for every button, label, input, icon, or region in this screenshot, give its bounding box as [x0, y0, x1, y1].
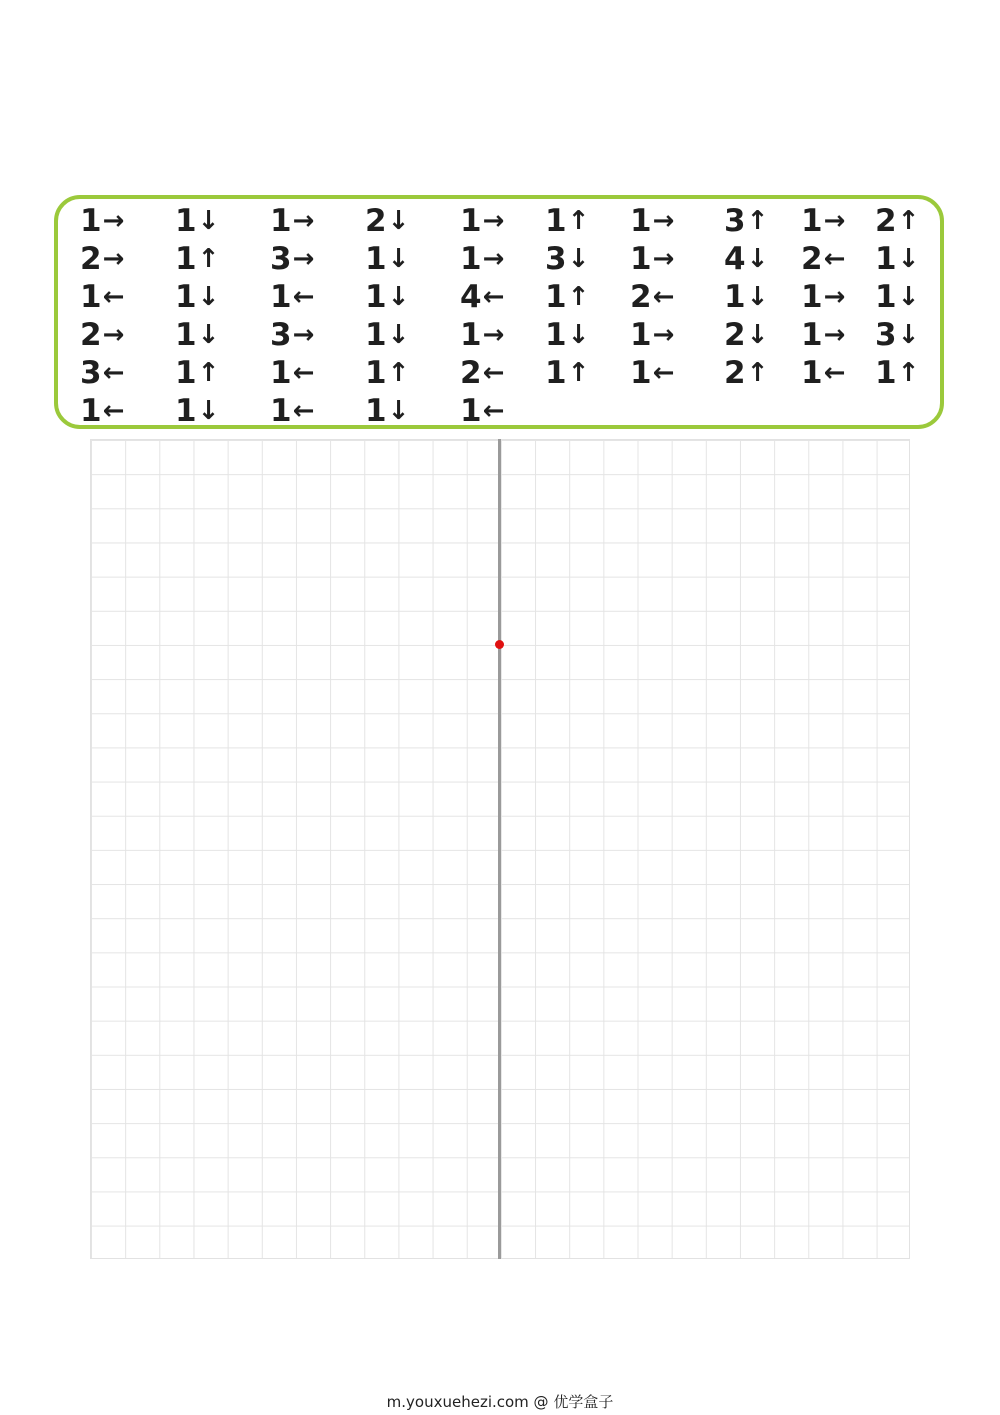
direction-arrow-icon: ↓ — [387, 205, 410, 236]
direction-arrow-icon: ↑ — [897, 357, 920, 388]
direction-arrow-icon: → — [482, 319, 505, 350]
step-count: 1 — [875, 278, 897, 315]
instruction-step — [270, 315, 350, 353]
direction-arrow-icon: ← — [102, 281, 125, 312]
instruction-step — [545, 201, 625, 239]
instruction-step — [875, 353, 955, 391]
step-count: 1 — [545, 354, 567, 391]
direction-arrow-icon: ← — [102, 395, 125, 426]
direction-arrow-icon: ↑ — [387, 357, 410, 388]
instruction-step — [365, 277, 445, 315]
instruction-step — [270, 201, 350, 239]
step-count: 2 — [875, 202, 897, 239]
step-count: 2 — [80, 316, 102, 353]
instruction-step — [630, 353, 710, 391]
instruction-step — [80, 277, 160, 315]
direction-arrow-icon: ↓ — [897, 281, 920, 312]
step-count: 1 — [875, 354, 897, 391]
instruction-step — [80, 239, 160, 277]
direction-arrow-icon: ← — [652, 357, 675, 388]
step-count: 2 — [460, 354, 482, 391]
direction-arrow-icon: ↓ — [197, 281, 220, 312]
direction-arrow-icon: ← — [102, 357, 125, 388]
instruction-step — [724, 315, 804, 353]
step-count: 4 — [724, 240, 746, 277]
instruction-step — [545, 353, 625, 391]
direction-arrow-icon: ↓ — [387, 319, 410, 350]
step-count: 3 — [270, 240, 292, 277]
step-count: 1 — [270, 202, 292, 239]
step-count: 1 — [630, 202, 652, 239]
instruction-step — [545, 277, 625, 315]
direction-arrow-icon: ↓ — [197, 319, 220, 350]
step-count: 1 — [270, 392, 292, 429]
step-count: 1 — [545, 316, 567, 353]
step-count: 1 — [175, 202, 197, 239]
step-count: 4 — [460, 278, 482, 315]
instruction-step — [365, 239, 445, 277]
step-count: 1 — [80, 278, 102, 315]
instruction-step — [801, 239, 881, 277]
direction-arrow-icon: → — [102, 319, 125, 350]
instruction-step — [460, 391, 540, 429]
direction-arrow-icon: → — [823, 319, 846, 350]
step-count: 1 — [875, 240, 897, 277]
instruction-step — [875, 277, 955, 315]
step-count: 1 — [365, 278, 387, 315]
instruction-step — [80, 391, 160, 429]
instruction-step — [175, 315, 255, 353]
instruction-step — [175, 201, 255, 239]
step-count: 1 — [630, 354, 652, 391]
instruction-step — [460, 315, 540, 353]
step-count: 3 — [724, 202, 746, 239]
instruction-step — [875, 201, 955, 239]
instruction-step — [175, 239, 255, 277]
step-count: 1 — [801, 316, 823, 353]
instruction-step — [80, 315, 160, 353]
step-count: 1 — [175, 354, 197, 391]
step-count: 1 — [545, 278, 567, 315]
direction-arrow-icon: → — [292, 319, 315, 350]
instruction-step — [365, 391, 445, 429]
direction-arrow-icon: ↑ — [897, 205, 920, 236]
instructions-box — [54, 195, 944, 429]
instruction-step — [460, 277, 540, 315]
direction-arrow-icon: ← — [652, 281, 675, 312]
step-count: 1 — [80, 392, 102, 429]
direction-arrow-icon: → — [482, 205, 505, 236]
step-count: 2 — [801, 240, 823, 277]
step-count: 3 — [545, 240, 567, 277]
step-count: 3 — [80, 354, 102, 391]
direction-arrow-icon: ← — [823, 243, 846, 274]
direction-arrow-icon: ← — [292, 395, 315, 426]
direction-arrow-icon: → — [652, 243, 675, 274]
step-count: 1 — [365, 392, 387, 429]
instruction-step — [365, 315, 445, 353]
step-count: 1 — [801, 354, 823, 391]
instruction-step — [801, 201, 881, 239]
direction-arrow-icon: ↓ — [746, 319, 769, 350]
step-count: 1 — [545, 202, 567, 239]
step-count: 2 — [630, 278, 652, 315]
step-count: 3 — [875, 316, 897, 353]
direction-arrow-icon: ↓ — [387, 243, 410, 274]
direction-arrow-icon: ↓ — [567, 319, 590, 350]
instruction-step — [724, 201, 804, 239]
direction-arrow-icon: ↓ — [746, 281, 769, 312]
direction-arrow-icon: ↑ — [197, 357, 220, 388]
instruction-step — [175, 391, 255, 429]
direction-arrow-icon: → — [652, 205, 675, 236]
step-count: 1 — [630, 240, 652, 277]
instruction-step — [801, 277, 881, 315]
direction-arrow-icon: → — [652, 319, 675, 350]
direction-arrow-icon: → — [292, 243, 315, 274]
direction-arrow-icon: ↓ — [197, 395, 220, 426]
instruction-step — [80, 353, 160, 391]
direction-arrow-icon: ↓ — [897, 319, 920, 350]
step-count: 1 — [270, 354, 292, 391]
step-count: 1 — [80, 202, 102, 239]
instruction-step — [270, 391, 350, 429]
direction-arrow-icon: ↓ — [746, 243, 769, 274]
step-count: 1 — [270, 278, 292, 315]
step-count: 1 — [801, 202, 823, 239]
instruction-step — [175, 353, 255, 391]
direction-arrow-icon: ↑ — [197, 243, 220, 274]
direction-arrow-icon: ↑ — [746, 357, 769, 388]
direction-arrow-icon: ↓ — [387, 395, 410, 426]
step-count: 1 — [460, 392, 482, 429]
instruction-step — [630, 277, 710, 315]
direction-arrow-icon: ← — [292, 357, 315, 388]
step-count: 1 — [175, 316, 197, 353]
step-count: 1 — [724, 278, 746, 315]
step-count: 1 — [365, 354, 387, 391]
step-count: 1 — [365, 240, 387, 277]
step-count: 2 — [724, 354, 746, 391]
instruction-step — [460, 239, 540, 277]
step-count: 1 — [175, 240, 197, 277]
direction-arrow-icon: ↑ — [746, 205, 769, 236]
instruction-step — [724, 277, 804, 315]
direction-arrow-icon: ↓ — [897, 243, 920, 274]
instruction-step — [460, 201, 540, 239]
direction-arrow-icon: ← — [292, 281, 315, 312]
instruction-step — [175, 277, 255, 315]
instruction-step — [545, 315, 625, 353]
step-count: 3 — [270, 316, 292, 353]
instruction-step — [801, 315, 881, 353]
direction-arrow-icon: → — [482, 243, 505, 274]
direction-arrow-icon: → — [823, 205, 846, 236]
step-count: 1 — [460, 202, 482, 239]
symmetry-axis-line — [498, 439, 501, 1259]
direction-arrow-icon: ← — [482, 357, 505, 388]
direction-arrow-icon: → — [292, 205, 315, 236]
step-count: 1 — [801, 278, 823, 315]
direction-arrow-icon: ↓ — [197, 205, 220, 236]
footer-watermark: m.youxuehezi.com @ 优学盒子 — [386, 1393, 614, 1411]
direction-arrow-icon: ↑ — [567, 205, 590, 236]
direction-arrow-icon: → — [823, 281, 846, 312]
instruction-step — [270, 277, 350, 315]
step-count: 2 — [724, 316, 746, 353]
direction-arrow-icon: ↑ — [567, 357, 590, 388]
instruction-step — [875, 239, 955, 277]
instruction-step — [875, 315, 955, 353]
direction-arrow-icon: ← — [482, 281, 505, 312]
instruction-step — [801, 353, 881, 391]
instruction-step — [80, 201, 160, 239]
step-count: 1 — [630, 316, 652, 353]
instruction-step — [630, 239, 710, 277]
direction-arrow-icon: ← — [823, 357, 846, 388]
instruction-step — [545, 239, 625, 277]
instruction-step — [365, 353, 445, 391]
direction-arrow-icon: ↓ — [567, 243, 590, 274]
instruction-step — [270, 353, 350, 391]
instruction-step — [630, 315, 710, 353]
step-count: 1 — [460, 316, 482, 353]
step-count: 2 — [80, 240, 102, 277]
step-count: 2 — [365, 202, 387, 239]
instruction-step — [724, 353, 804, 391]
direction-arrow-icon: ↓ — [387, 281, 410, 312]
instruction-step — [724, 239, 804, 277]
direction-arrow-icon: → — [102, 243, 125, 274]
step-count: 1 — [175, 278, 197, 315]
instruction-step — [630, 201, 710, 239]
step-count: 1 — [460, 240, 482, 277]
direction-arrow-icon: ← — [482, 395, 505, 426]
step-count: 1 — [175, 392, 197, 429]
instruction-step — [460, 353, 540, 391]
start-point-dot — [495, 640, 504, 649]
instruction-step — [365, 201, 445, 239]
direction-arrow-icon: → — [102, 205, 125, 236]
instruction-step — [270, 239, 350, 277]
direction-arrow-icon: ↑ — [567, 281, 590, 312]
step-count: 1 — [365, 316, 387, 353]
